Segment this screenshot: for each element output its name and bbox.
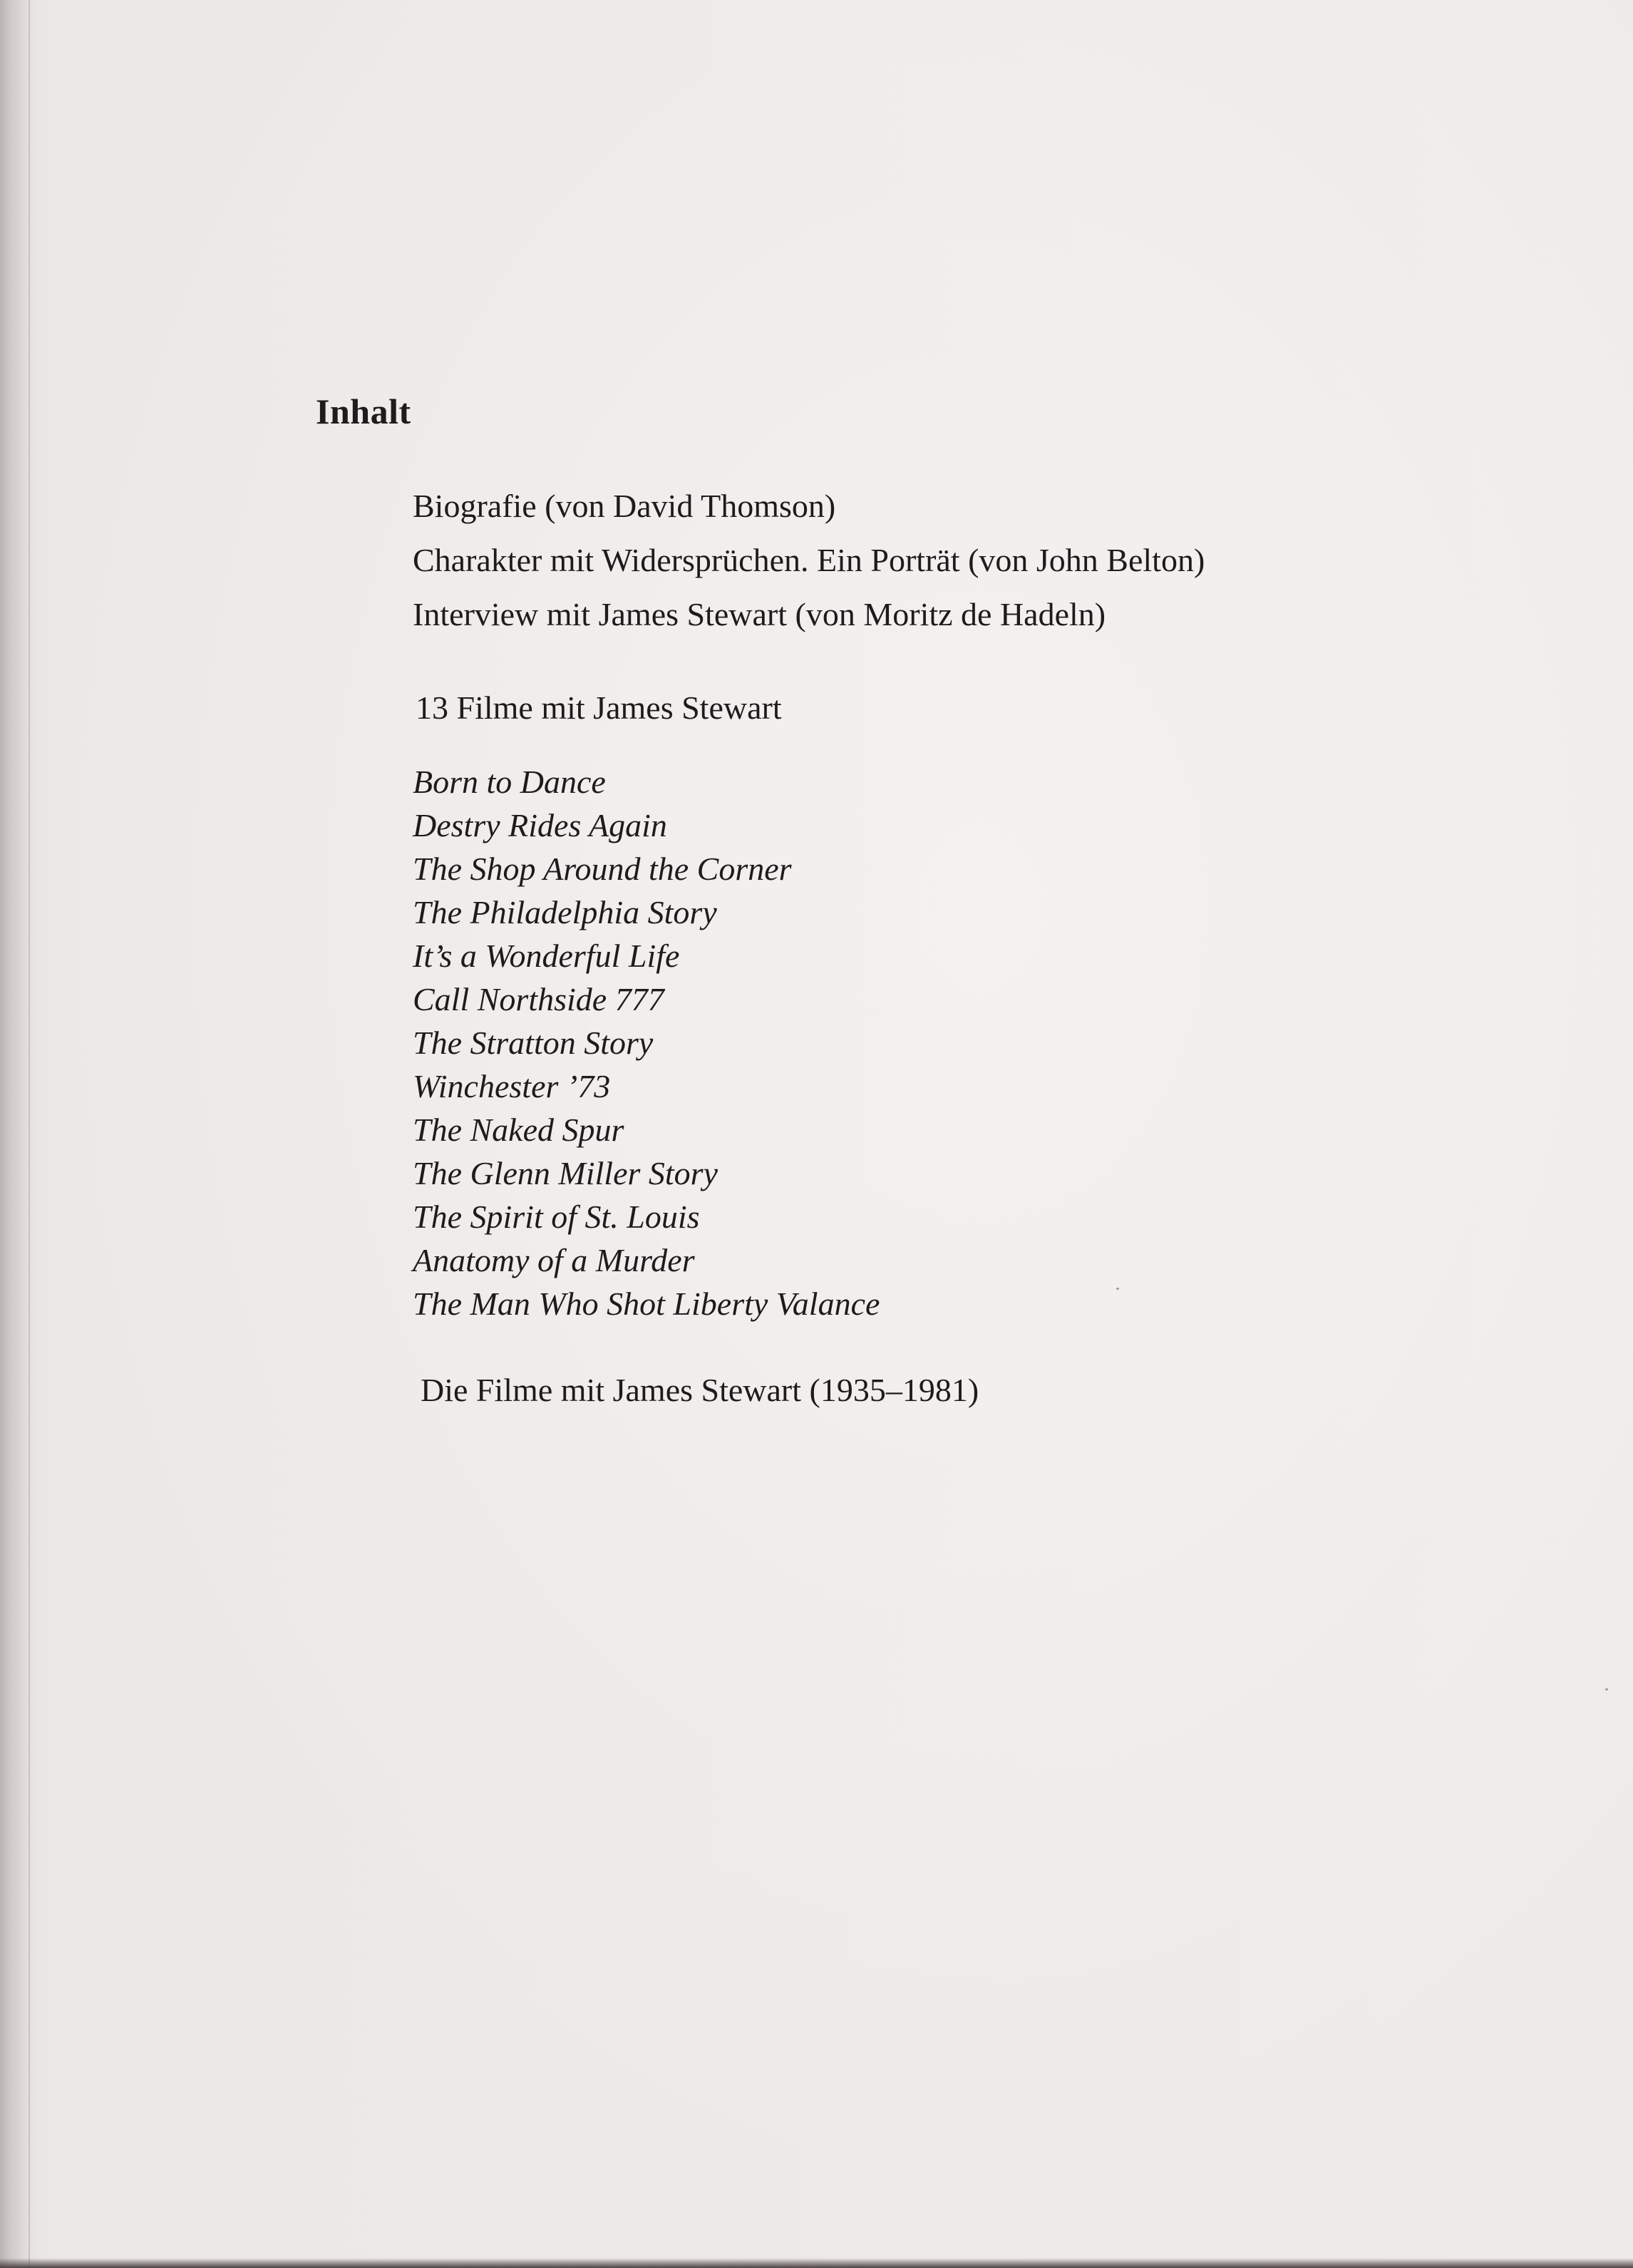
toc-film-title: The Philadelphia Story	[413, 894, 717, 930]
toc-film-title: The Spirit of St. Louis	[413, 1199, 700, 1235]
toc-entry-title: Biografie (von David Thomson)	[413, 488, 836, 524]
toc-film-title: The Man Who Shot Liberty Valance	[413, 1286, 880, 1322]
toc-film-title: Call Northside 777	[413, 981, 664, 1017]
toc-heading: Inhalt	[316, 391, 411, 431]
toc-film-title: The Stratton Story	[413, 1025, 654, 1061]
toc-film-title: Winchester ’73	[413, 1068, 611, 1104]
toc-film-title: It’s a Wonderful Life	[413, 938, 680, 974]
toc-entry-title: Die Filme mit James Stewart (1935–1981)	[421, 1372, 979, 1408]
films-section-label: 13 Filme mit James Stewart	[416, 689, 782, 726]
toc-film-title: The Shop Around the Corner	[413, 851, 792, 887]
toc-film-title: Born to Dance	[413, 764, 606, 800]
toc-film-title: Destry Rides Again	[413, 807, 667, 843]
toc-entry-title: Charakter mit Widersprüchen. Ein Porträt (von John Belton)	[413, 542, 1205, 578]
toc-film-title: The Naked Spur	[413, 1112, 624, 1148]
paper-speck	[1605, 1688, 1608, 1690]
paper-speck	[1116, 1288, 1119, 1290]
toc-entry-title: Interview mit James Stewart (von Moritz de Hadeln)	[413, 596, 1106, 632]
toc-film-title: The Glenn Miller Story	[413, 1155, 718, 1191]
toc-film-title: Anatomy of a Murder	[413, 1242, 695, 1278]
